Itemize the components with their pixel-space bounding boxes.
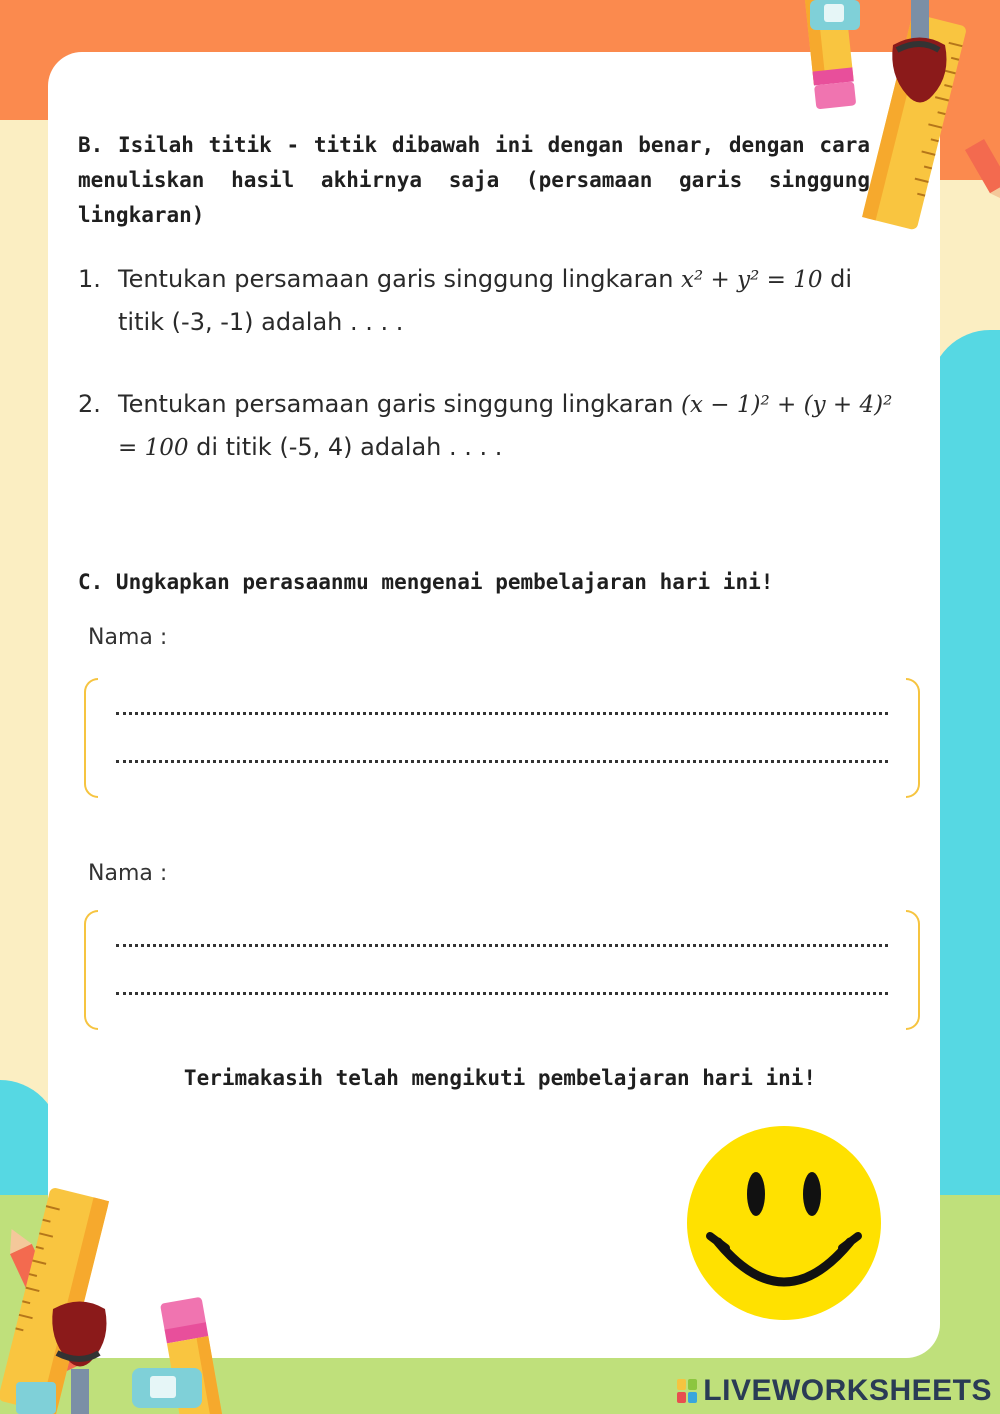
answer-line[interactable]	[116, 712, 888, 715]
question-text-after: di titik (-3, -1) adalah . . . .	[118, 265, 853, 336]
answer-box-2[interactable]	[84, 910, 920, 1030]
liveworksheets-logo	[677, 1374, 992, 1408]
bracket-right	[906, 678, 920, 798]
bracket-right	[906, 910, 920, 1030]
answer-line[interactable]	[116, 992, 888, 995]
question-text-before: Tentukan persamaan garis singgung lingkaran	[118, 265, 682, 293]
question-text-before: Tentukan persamaan garis singgung lingkaran	[118, 390, 682, 418]
question-text-after: di titik (-5, 4) adalah . . . .	[188, 433, 503, 461]
bracket-left	[84, 910, 98, 1030]
answer-box-1[interactable]	[84, 678, 920, 798]
background-cyan-right	[930, 330, 1000, 1230]
section-c-title: C. Ungkapkan perasaanmu mengenai pembelajaran hari ini!	[78, 570, 774, 594]
liveworksheets-logo-text: LIVEWORKSHEETS	[703, 1374, 992, 1407]
bracket-left	[84, 678, 98, 798]
answer-line[interactable]	[116, 760, 888, 763]
question-2	[78, 383, 898, 469]
answer-line[interactable]	[116, 944, 888, 947]
question-text	[118, 383, 898, 469]
stationery-bottom-left-icon	[0, 1184, 230, 1414]
thank-you-message: Terimakasih telah mengikuti pembelajaran hari ini!	[183, 1066, 817, 1090]
equation: (x − 1)² + (y + 4)² = 100	[118, 392, 893, 461]
name-label-1: Nama :	[88, 625, 168, 650]
question-1	[78, 258, 898, 343]
equation: x² + y² = 10	[681, 267, 823, 293]
name-label-2: Nama :	[88, 861, 168, 886]
liveworksheets-logo-icon	[677, 1378, 699, 1404]
question-text	[118, 258, 898, 343]
question-number: 1.	[78, 265, 101, 293]
smiley-face-icon	[684, 1126, 884, 1326]
question-number: 2.	[78, 390, 101, 418]
section-b-title: B. Isilah titik - titik dibawah ini dengan benar, dengan cara menuliskan hasil akhirnya saja (persamaan garis singgung lingkaran)	[78, 133, 870, 227]
